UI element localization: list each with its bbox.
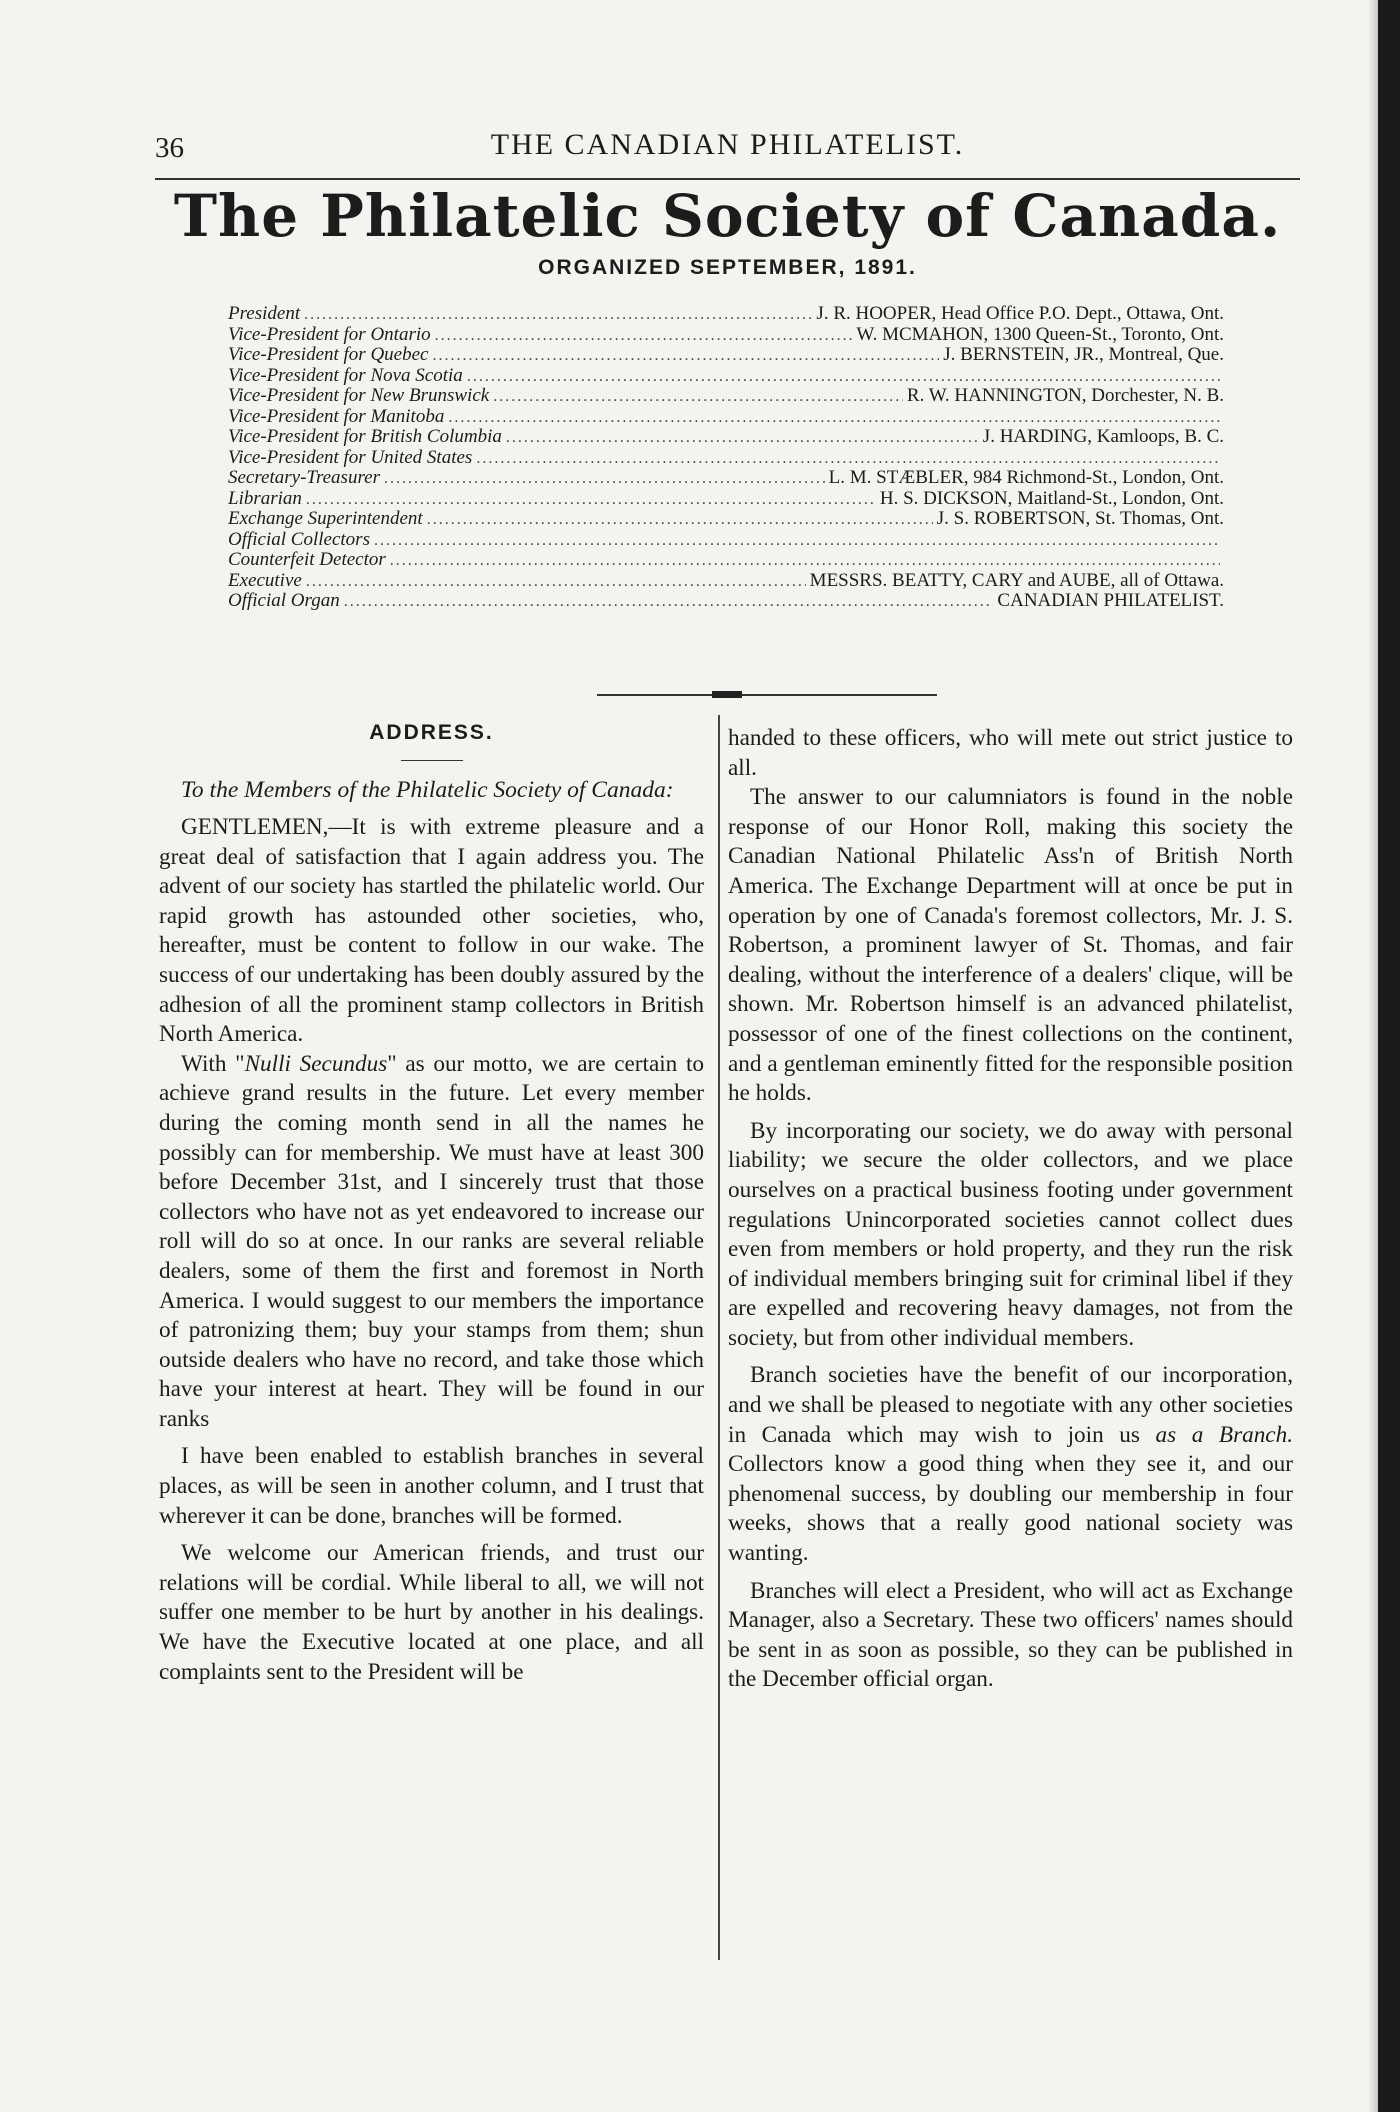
officer-role: Exchange Superintendent [228, 509, 423, 529]
paragraph-2 [159, 1050, 704, 1435]
paragraph-3: I have been enabled to establish branches in several places, as will be seen in another column, and I trust that wherever it can be done, branches will be formed. [159, 1443, 704, 1529]
officer-role: Secretary-Treasurer [228, 468, 380, 488]
officer-row [228, 304, 1224, 325]
salutation: GENTLEMEN, [181, 814, 329, 840]
leader-dots [427, 510, 933, 530]
officer-row [228, 407, 1224, 428]
officer-row [228, 448, 1224, 469]
officer-holder: J. S. ROBERTSON, St. Thomas, Ont. [936, 509, 1224, 529]
address-recipient: To the Members of the Philatelic Society of Canada: [181, 777, 674, 803]
page-number: 36 [155, 132, 184, 164]
officer-role: Vice-President for British Columbia [228, 427, 502, 447]
officer-role: Vice-President for Ontario [228, 324, 431, 345]
paragraph-1-text: —It is with extreme pleasure and a great deal of satisfaction that I again address you. The advent of our society has startled the philatelic world. Our rapid growth has astounded other societies, who, hereafter, must be content to follow in our wake. The success of our undertaking has been doubly assured by the adhesion of all the prominent stamp collectors in British North America. [159, 814, 704, 1048]
officer-row [228, 366, 1224, 387]
officer-row [228, 530, 1224, 551]
organized-date: ORGANIZED SEPTEMBER, 1891. [538, 256, 917, 279]
paragraph-7-text: Collectors know a good thing when they see it, and our phenomenal success, by doubling our membership in four weeks, shows that a really good national society was wanting. [728, 1451, 1293, 1567]
officer-holder: J. HARDING, Kamloops, B. C. [982, 427, 1224, 447]
paragraph-6: By incorporating our society, we do away with personal liability; we secure the older collectors, and we place ourselves on a practical business footing under government regulations Unincorporated societies cannot collect dues even from members or hold property, and they run the risk of individual members bringing suit for criminal libel if they are expelled and recovering heavy damages, not from the society, but from other individual members. [728, 1117, 1293, 1351]
section-rule-ornament [712, 691, 742, 698]
leader-dots [476, 449, 1220, 469]
running-title: THE CANADIAN PHILATELIST. [490, 128, 965, 161]
officer-role: Executive [228, 570, 302, 591]
leader-dots [384, 469, 825, 489]
leader-dots [306, 572, 806, 592]
officer-holder: R. W. HANNINGTON, Dorchester, N. B. [906, 386, 1224, 406]
officer-role: Vice-President for New Brunswick [228, 386, 490, 406]
officers-list [228, 304, 1224, 612]
paragraph-8: Branches will elect a President, who will act as Exchange Manager, also a Secretary. These two officers' names should be sent in as soon as possible, so they can be published in the December official organ. [728, 1577, 1293, 1693]
leader-dots [448, 408, 1220, 428]
officer-holder: J. BERNSTEIN, JR., Montreal, Que. [943, 345, 1224, 365]
paragraph-1 [159, 813, 704, 1050]
society-title: The Philatelic Society of Canada. [173, 182, 1282, 250]
leader-dots [344, 592, 994, 612]
officer-row [228, 325, 1224, 346]
leader-dots [435, 326, 853, 346]
address-heading: ADDRESS. [369, 721, 494, 744]
leader-dots [432, 346, 939, 366]
officer-row [228, 468, 1224, 489]
leader-dots [306, 490, 876, 510]
paragraph-2-lead: With " [181, 1050, 245, 1077]
officer-role: Librarian [228, 488, 302, 509]
leader-dots [304, 305, 812, 325]
header-rule [155, 178, 1300, 180]
motto: Nulli Secundus [244, 1050, 388, 1077]
officer-row [228, 345, 1224, 366]
officer-holder: W. MCMAHON, 1300 Queen-St., Toronto, Ont. [856, 324, 1224, 345]
officer-role: Official Organ [228, 591, 340, 611]
paragraph-2-text: " as our motto, we are certain to achieve grand results in the future. Let every member during the coming month send in all the names he possibly can for membership. We must have at least 300 before December 31st, and I sincerely trust that those collectors who have not as yet endeavored to increase our roll will do so at once. In our ranks are several reliable dealers, some of them the first and foremost in North America. I would suggest to our members the importance of patronizing them; buy your stamps from them; shun outside dealers who have no record, and take those which have your interest at heart. They will be found in our ranks [159, 1050, 704, 1432]
section-rule [597, 694, 937, 696]
paragraph-7 [728, 1361, 1293, 1568]
officer-row [228, 550, 1224, 571]
officer-role: Vice-President for United States [228, 447, 473, 468]
officer-role: Vice-President for Quebec [228, 345, 429, 365]
officer-holder: MESSRS. BEATTY, CARY and AUBE, all of Ottawa. [809, 570, 1224, 591]
officer-role: Counterfeit Detector [228, 550, 386, 570]
officer-role: President [228, 304, 301, 324]
leader-dots [374, 531, 1220, 551]
paragraph-4: We welcome our American friends, and trust our relations will be cordial. While liberal to all, we will not suffer one member to be hurt by another in his dealings. We have the Executive located at one place, and all complaints sent to the President will be [159, 1540, 704, 1685]
officer-role: Vice-President for Manitoba [228, 406, 445, 427]
officer-role: Vice-President for Nova Scotia [228, 365, 463, 386]
officer-holder: H. S. DICKSON, Maitland-St., London, Ont. [879, 488, 1224, 509]
leader-dots [493, 387, 903, 407]
officer-row [228, 427, 1224, 448]
officer-row [228, 591, 1224, 612]
officer-holder: CANADIAN PHILATELIST. [997, 591, 1224, 611]
page-header [155, 128, 1300, 168]
leader-dots [506, 428, 979, 448]
leader-dots [390, 551, 1220, 571]
officer-row [228, 509, 1224, 530]
paragraph-7-lead: Branch societies have the benefit of our incorporation, and we shall be pleased to negotiate with any other societies in Canada which may wish to join us [728, 1362, 1293, 1448]
officer-role: Official Collectors [228, 529, 370, 550]
as-a-branch: as a Branch. [1155, 1421, 1293, 1448]
leader-dots [467, 367, 1220, 387]
paragraph-5: The answer to our calumniators is found in the noble response of our Honor Roll, making this society the Canadian National Philatelic Ass'n of British North America. The Exchange Department will at once be put in operation by one of Canada's foremost collectors, Mr. J. S. Robertson, a prominent lawyer of St. Thomas, and fair dealing, without the interference of a dealers' clique, will be shown. Mr. Robertson himself is an advanced philatelist, possessor of one of the finest collections on the continent, and a gentleman eminently fitted for the responsible position he holds. [728, 784, 1293, 1107]
left-column [159, 718, 704, 1687]
column-divider [718, 715, 720, 1960]
page-edge-shadow [1368, 0, 1378, 2112]
paragraph-4-continued: handed to these officers, who will mete out strict justice to all. [728, 725, 1293, 781]
officer-row [228, 489, 1224, 510]
scan-edge-bar [1378, 0, 1400, 2112]
officer-row [228, 386, 1224, 407]
officer-holder: J. R. HOOPER, Head Office P.O. Dept., Ottawa, Ont. [816, 304, 1224, 324]
right-column [728, 724, 1293, 1695]
officer-holder: L. M. STÆBLER, 984 Richmond-St., London, Ont. [828, 468, 1224, 488]
heading-rule [401, 760, 463, 761]
officer-row [228, 571, 1224, 592]
